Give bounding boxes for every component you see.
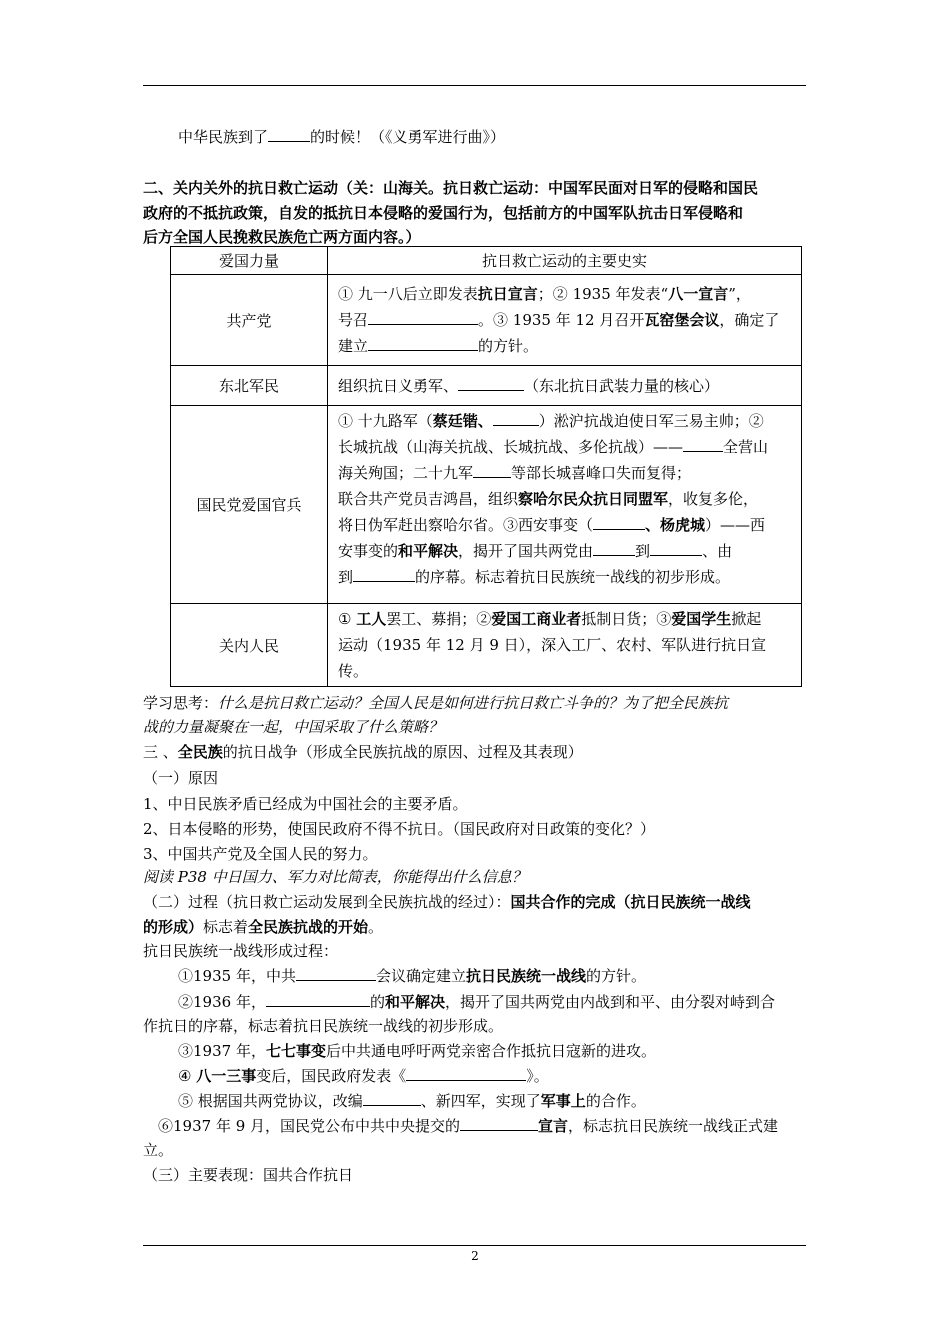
cause-3: 3、中国共产党及全国人民的努力。 xyxy=(143,845,378,863)
table-row xyxy=(171,275,802,366)
fill-blank[interactable] xyxy=(593,515,645,530)
section-3-heading: 三 、全民族的抗日战争（形成全民族抗战的原因、过程及其表现） xyxy=(143,743,583,761)
study-question-cont: 战的力量凝聚在一起，中国采取了什么策略？ xyxy=(143,718,444,736)
row-content-people: ① 工人罢工、募捐；②爱国工商业者抵制日货；③爱国学生掀起 运动（1935 年 12 月 9 日），深入工厂、农村、军队进行抗日宣传。 xyxy=(328,604,802,687)
fill-blank[interactable] xyxy=(650,541,702,556)
fill-blank[interactable] xyxy=(458,376,524,391)
table-row xyxy=(171,366,802,406)
row-label-cpc: 共产党 xyxy=(171,275,328,366)
table-row xyxy=(171,604,802,687)
fill-blank[interactable] xyxy=(493,411,539,426)
fill-blank[interactable] xyxy=(368,310,478,325)
row-content-kmt: ① 十九路军（蔡廷锴、 ）淞沪抗战迫使日军三易主帅；② 长城抗战（山海关抗战、长城抗战、多伦抗战）—— 全营山 海关殉国；二十九军 等部长城喜峰口失而复得； 联合共产党员吉鸿昌，组织察哈尔民众抗日同盟军，收复多伦， 将日伪军赶出察哈尔省。③西安事变（ 、杨虎城）——西 安事变的和平解决，揭开了国共两党由 到 、由 到 的序幕。标志着抗日民族统一战线的初步形成。 xyxy=(328,406,802,604)
header-facts: 抗日救亡运动的主要史实 xyxy=(328,247,802,275)
subheading-causes: （一）原因 xyxy=(143,769,219,787)
fill-blank[interactable] xyxy=(683,437,723,452)
cause-2: 2、日本侵略的形势，使国民政府不得不抗日。（国民政府对日政策的变化？） xyxy=(143,820,656,838)
footer-rule xyxy=(143,1245,806,1246)
section-2-heading-cont: 政府的不抵抗政策，自发的抵抗日本侵略的爱国行为，包括前方的中国军队抗击日军侵略和 xyxy=(143,204,744,222)
process-item-2-cont: 作抗日的序幕，标志着抗日民族统一战线的初步形成。 xyxy=(143,1017,504,1035)
header-force: 爱国力量 xyxy=(171,247,328,275)
formation-label: 抗日民族统一战线形成过程： xyxy=(143,942,339,960)
subheading-process-cont: 的形成）标志着全民族抗战的开始。 xyxy=(143,918,384,936)
row-label-kmt: 国民党爱国官兵 xyxy=(171,406,328,604)
fill-blank[interactable] xyxy=(368,336,478,351)
section-2-heading-cont: 后方全国人民挽救民族危亡两方面内容。） xyxy=(143,228,421,246)
table-header-row xyxy=(171,247,802,275)
fill-blank[interactable] xyxy=(268,127,310,142)
study-question: 学习思考：什么是抗日救亡运动？全国人民是如何进行抗日救亡斗争的？为了把全民族抗 xyxy=(143,694,729,712)
process-item-3: ③1937 年，七七事变后中共通电呼吁两党亲密合作抵抗日寇新的进攻。 xyxy=(178,1042,656,1060)
process-item-6-cont: 立。 xyxy=(143,1141,174,1159)
fill-blank[interactable] xyxy=(473,463,511,478)
table-row xyxy=(171,406,802,604)
patriotic-forces-table xyxy=(170,246,802,687)
fill-blank[interactable] xyxy=(296,966,376,981)
page-number: 2 xyxy=(471,1249,479,1263)
row-content-cpc: ① 九一八后立即发表抗日宣言；② 1935 年发表“八一宣言”， 号召 。③ 1935 年 12 月召开瓦窑堡会议，确定了 建立 的方针。 xyxy=(328,275,802,366)
subheading-process: （二）过程（抗日救亡运动发展到全民族抗战的经过）：国共合作的完成（抗日民族统一战线 xyxy=(143,893,751,911)
fill-blank[interactable] xyxy=(593,541,635,556)
process-item-5: ⑤ 根据国共两党协议，改编 、新四军，实现了军事上的合作。 xyxy=(178,1092,646,1110)
row-content-northeast: 组织抗日义勇军、 （东北抗日武装力量的核心） xyxy=(328,366,802,406)
process-item-1: ①1935 年，中共 会议确定建立抗日民族统一战线的方针。 xyxy=(178,967,646,985)
process-item-6: ⑥1937 年 9 月，国民党公布中共中央提交的 宣言，标志抗日民族统一战线正式建 xyxy=(158,1117,779,1135)
fill-blank[interactable] xyxy=(353,567,415,582)
process-item-4: ④ 八一三事变后，国民政府发表《 》。 xyxy=(178,1067,549,1085)
fill-blank[interactable] xyxy=(460,1116,538,1131)
reading-prompt: 阅读 P38 中日国力、军力对比简表，你能得出什么信息？ xyxy=(143,868,527,886)
header-rule xyxy=(143,85,806,86)
intro-line: 中华民族到了 的时候！（《义勇军进行曲》） xyxy=(178,128,506,146)
fill-blank[interactable] xyxy=(406,1066,526,1081)
subheading-manifestation: （三）主要表现：国共合作抗日 xyxy=(143,1166,354,1184)
row-label-people: 关内人民 xyxy=(171,604,328,687)
cause-1: 1、中日民族矛盾已经成为中国社会的主要矛盾。 xyxy=(143,795,468,813)
section-2-heading: 二、关内关外的抗日救亡运动（关：山海关。抗日救亡运动：中国军民面对日军的侵略和国民 xyxy=(143,179,759,197)
process-item-2: ②1936 年， 的和平解决，揭开了国共两党由内战到和平、由分裂对峙到合 xyxy=(178,993,775,1011)
fill-blank[interactable] xyxy=(363,1091,421,1106)
row-label-northeast: 东北军民 xyxy=(171,366,328,406)
fill-blank[interactable] xyxy=(266,992,370,1007)
